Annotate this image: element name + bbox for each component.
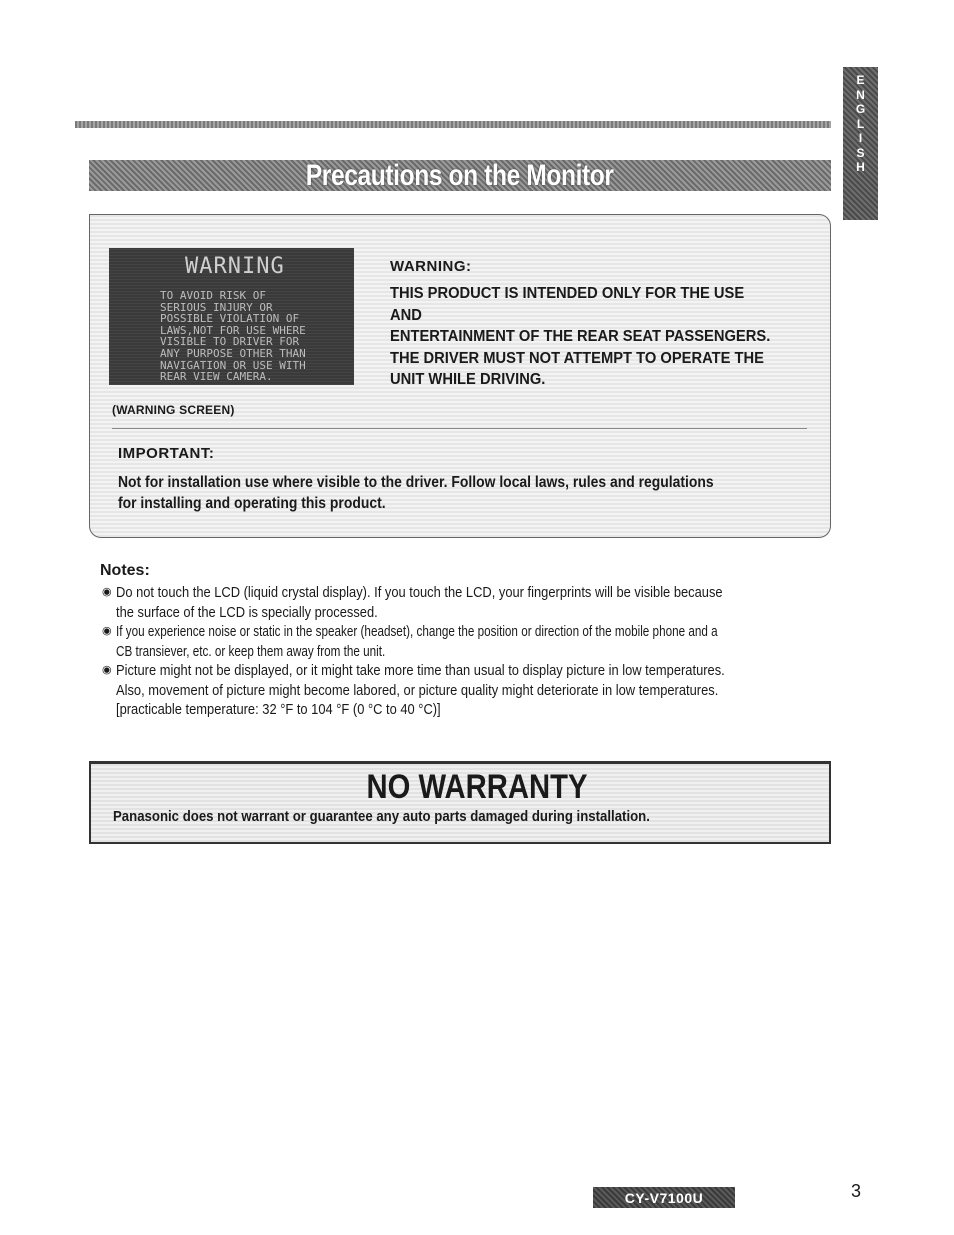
page-title: Precautions on the Monitor <box>306 158 614 192</box>
note-line: Picture might not be displayed, or it might take more time than usual to display picture in low temperatures. <box>116 662 725 679</box>
lang-letter: L <box>856 116 865 131</box>
title-bar <box>89 160 831 191</box>
note-line: [practicable temperature: 32 °F to 104 °F (0 °C to 40 °C)] <box>116 701 441 718</box>
important-label: IMPORTANT: <box>118 445 215 462</box>
warning-line: THIS PRODUCT IS INTENDED ONLY FOR THE USE AND <box>390 285 745 324</box>
warning-screen-text <box>160 290 320 383</box>
lang-letter: E <box>856 73 865 87</box>
note-line: Do not touch the LCD (liquid crystal display). If you touch the LCD, your fingerprints will be visible because <box>116 584 723 601</box>
lang-letter: G <box>855 102 866 116</box>
warranty-text: Panasonic does not warrant or guarantee any auto parts damaged during installation. <box>113 808 650 825</box>
language-tab <box>843 67 878 220</box>
warning-screen-title: WARNING <box>185 254 285 279</box>
note-line: CB transiever, etc. or keep them away from the unit. <box>116 642 386 660</box>
warning-label: WARNING: <box>390 258 472 275</box>
screen-line: VISIBLE TO DRIVER FOR <box>160 335 300 349</box>
screen-line: REAR VIEW CAMERA. <box>160 370 273 384</box>
screen-line: SERIOUS INJURY OR <box>160 300 273 314</box>
box-divider <box>112 428 807 429</box>
warning-text <box>390 283 776 391</box>
model-badge: CY-V7100U <box>593 1187 735 1208</box>
warning-line: UNIT WHILE DRIVING. <box>390 371 546 388</box>
note-item <box>102 661 832 720</box>
lang-letter: I <box>858 131 863 145</box>
lang-letter: S <box>856 145 865 160</box>
note-line: If you experience noise or static in the speaker (headset), change the position or direction of the mobile phone and a <box>116 623 718 640</box>
screen-line: POSSIBLE VIOLATION OF <box>160 312 300 326</box>
page-number: 3 <box>851 1181 862 1201</box>
warning-line: ENTERTAINMENT OF THE REAR SEAT PASSENGERS. <box>390 328 771 345</box>
note-line: the surface of the LCD is specially processed. <box>116 603 378 621</box>
important-text <box>118 472 736 514</box>
top-rule <box>75 121 831 128</box>
screen-line: LAWS,NOT FOR USE WHERE <box>160 323 306 337</box>
note-item <box>102 622 832 661</box>
note-item <box>102 583 832 622</box>
screen-line: TO AVOID RISK OF <box>160 289 266 302</box>
screen-line: ANY PURPOSE OTHER THAN <box>160 346 306 360</box>
notes-list <box>102 583 832 720</box>
important-line: Not for installation use where visible to the driver. Follow local laws, rules and regulations <box>118 474 714 491</box>
warning-line: THE DRIVER MUST NOT ATTEMPT TO OPERATE THE <box>390 349 765 367</box>
note-line: Also, movement of picture might become labored, or picture quality might deteriorate in low temperatures. <box>116 681 719 699</box>
important-line: for installing and operating this product. <box>118 495 386 512</box>
warranty-title: NO WARRANTY <box>366 768 588 806</box>
lang-letter: H <box>856 160 865 174</box>
notes-heading: Notes: <box>100 562 150 579</box>
bullet-icon: ◉ <box>102 664 112 676</box>
bullet-icon: ◉ <box>102 586 112 598</box>
screen-line: NAVIGATION OR USE WITH <box>160 358 306 372</box>
warning-screen-caption: (WARNING SCREEN) <box>112 403 235 417</box>
bullet-icon: ◉ <box>102 625 112 637</box>
lang-letter: N <box>856 87 865 102</box>
